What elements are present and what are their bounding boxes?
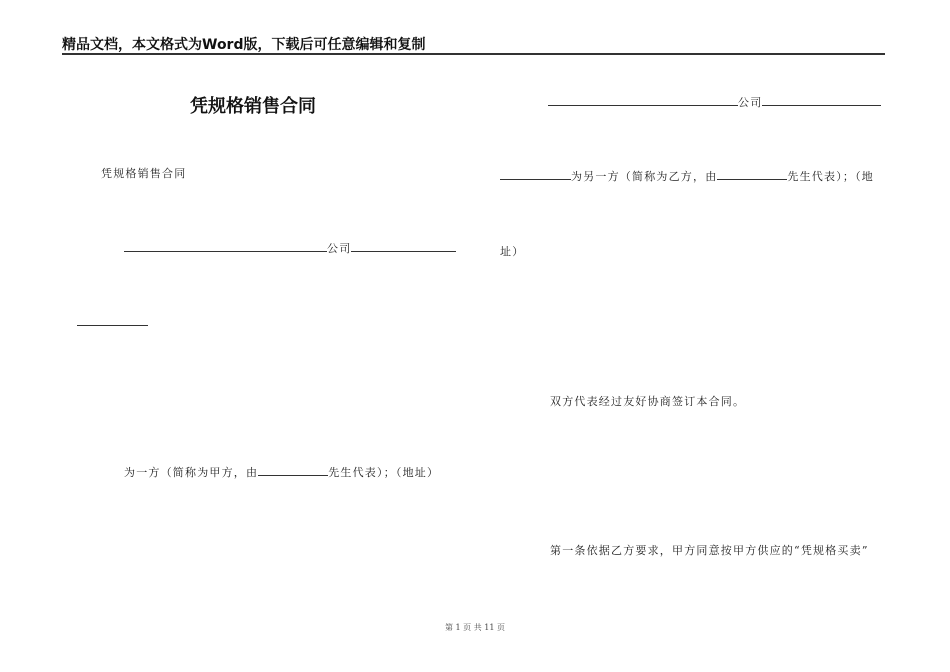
company-name-blank	[548, 95, 738, 106]
company-suffix: 公司	[738, 96, 763, 109]
party-b-text-2: 先生代表）；（地	[787, 170, 875, 183]
party-b-name-blank	[500, 169, 571, 180]
article-1-text: 第一条依据乙方要求，甲方同意按甲方供应的“凭规格买卖”	[550, 544, 869, 557]
party-a-name-blank	[77, 325, 148, 326]
header-divider	[62, 53, 885, 55]
party-a-text-1: 为一方（简称为甲方，由	[124, 466, 259, 479]
company-name-blank	[124, 241, 327, 252]
party-a-text-2: 先生代表）；（地址）	[328, 466, 440, 479]
agreement-statement: 双方代表经过友好协商签订本合同。	[550, 395, 746, 408]
document-header-banner: 精品文档，本文格式为Word版，下载后可任意编辑和复制	[62, 37, 426, 53]
document-subtitle: 凭规格销售合同	[101, 167, 187, 180]
party-a-rep-blank	[258, 465, 328, 476]
document-title: 凭规格销售合同	[190, 96, 316, 117]
page-number-footer: 第 1 页 共 11 页	[445, 623, 505, 632]
company-name-blank-trailing	[351, 241, 456, 252]
party-a-company-line	[124, 240, 456, 256]
company-suffix: 公司	[327, 242, 352, 255]
party-b-company-line	[548, 94, 881, 110]
party-b-text-1: 为另一方（简称为乙方，由	[571, 170, 718, 183]
party-b-address-continued: 址）	[500, 245, 525, 258]
company-name-blank-trailing	[762, 95, 881, 106]
party-b-description	[500, 168, 874, 184]
party-a-description	[124, 464, 439, 480]
party-b-rep-blank	[717, 169, 787, 180]
